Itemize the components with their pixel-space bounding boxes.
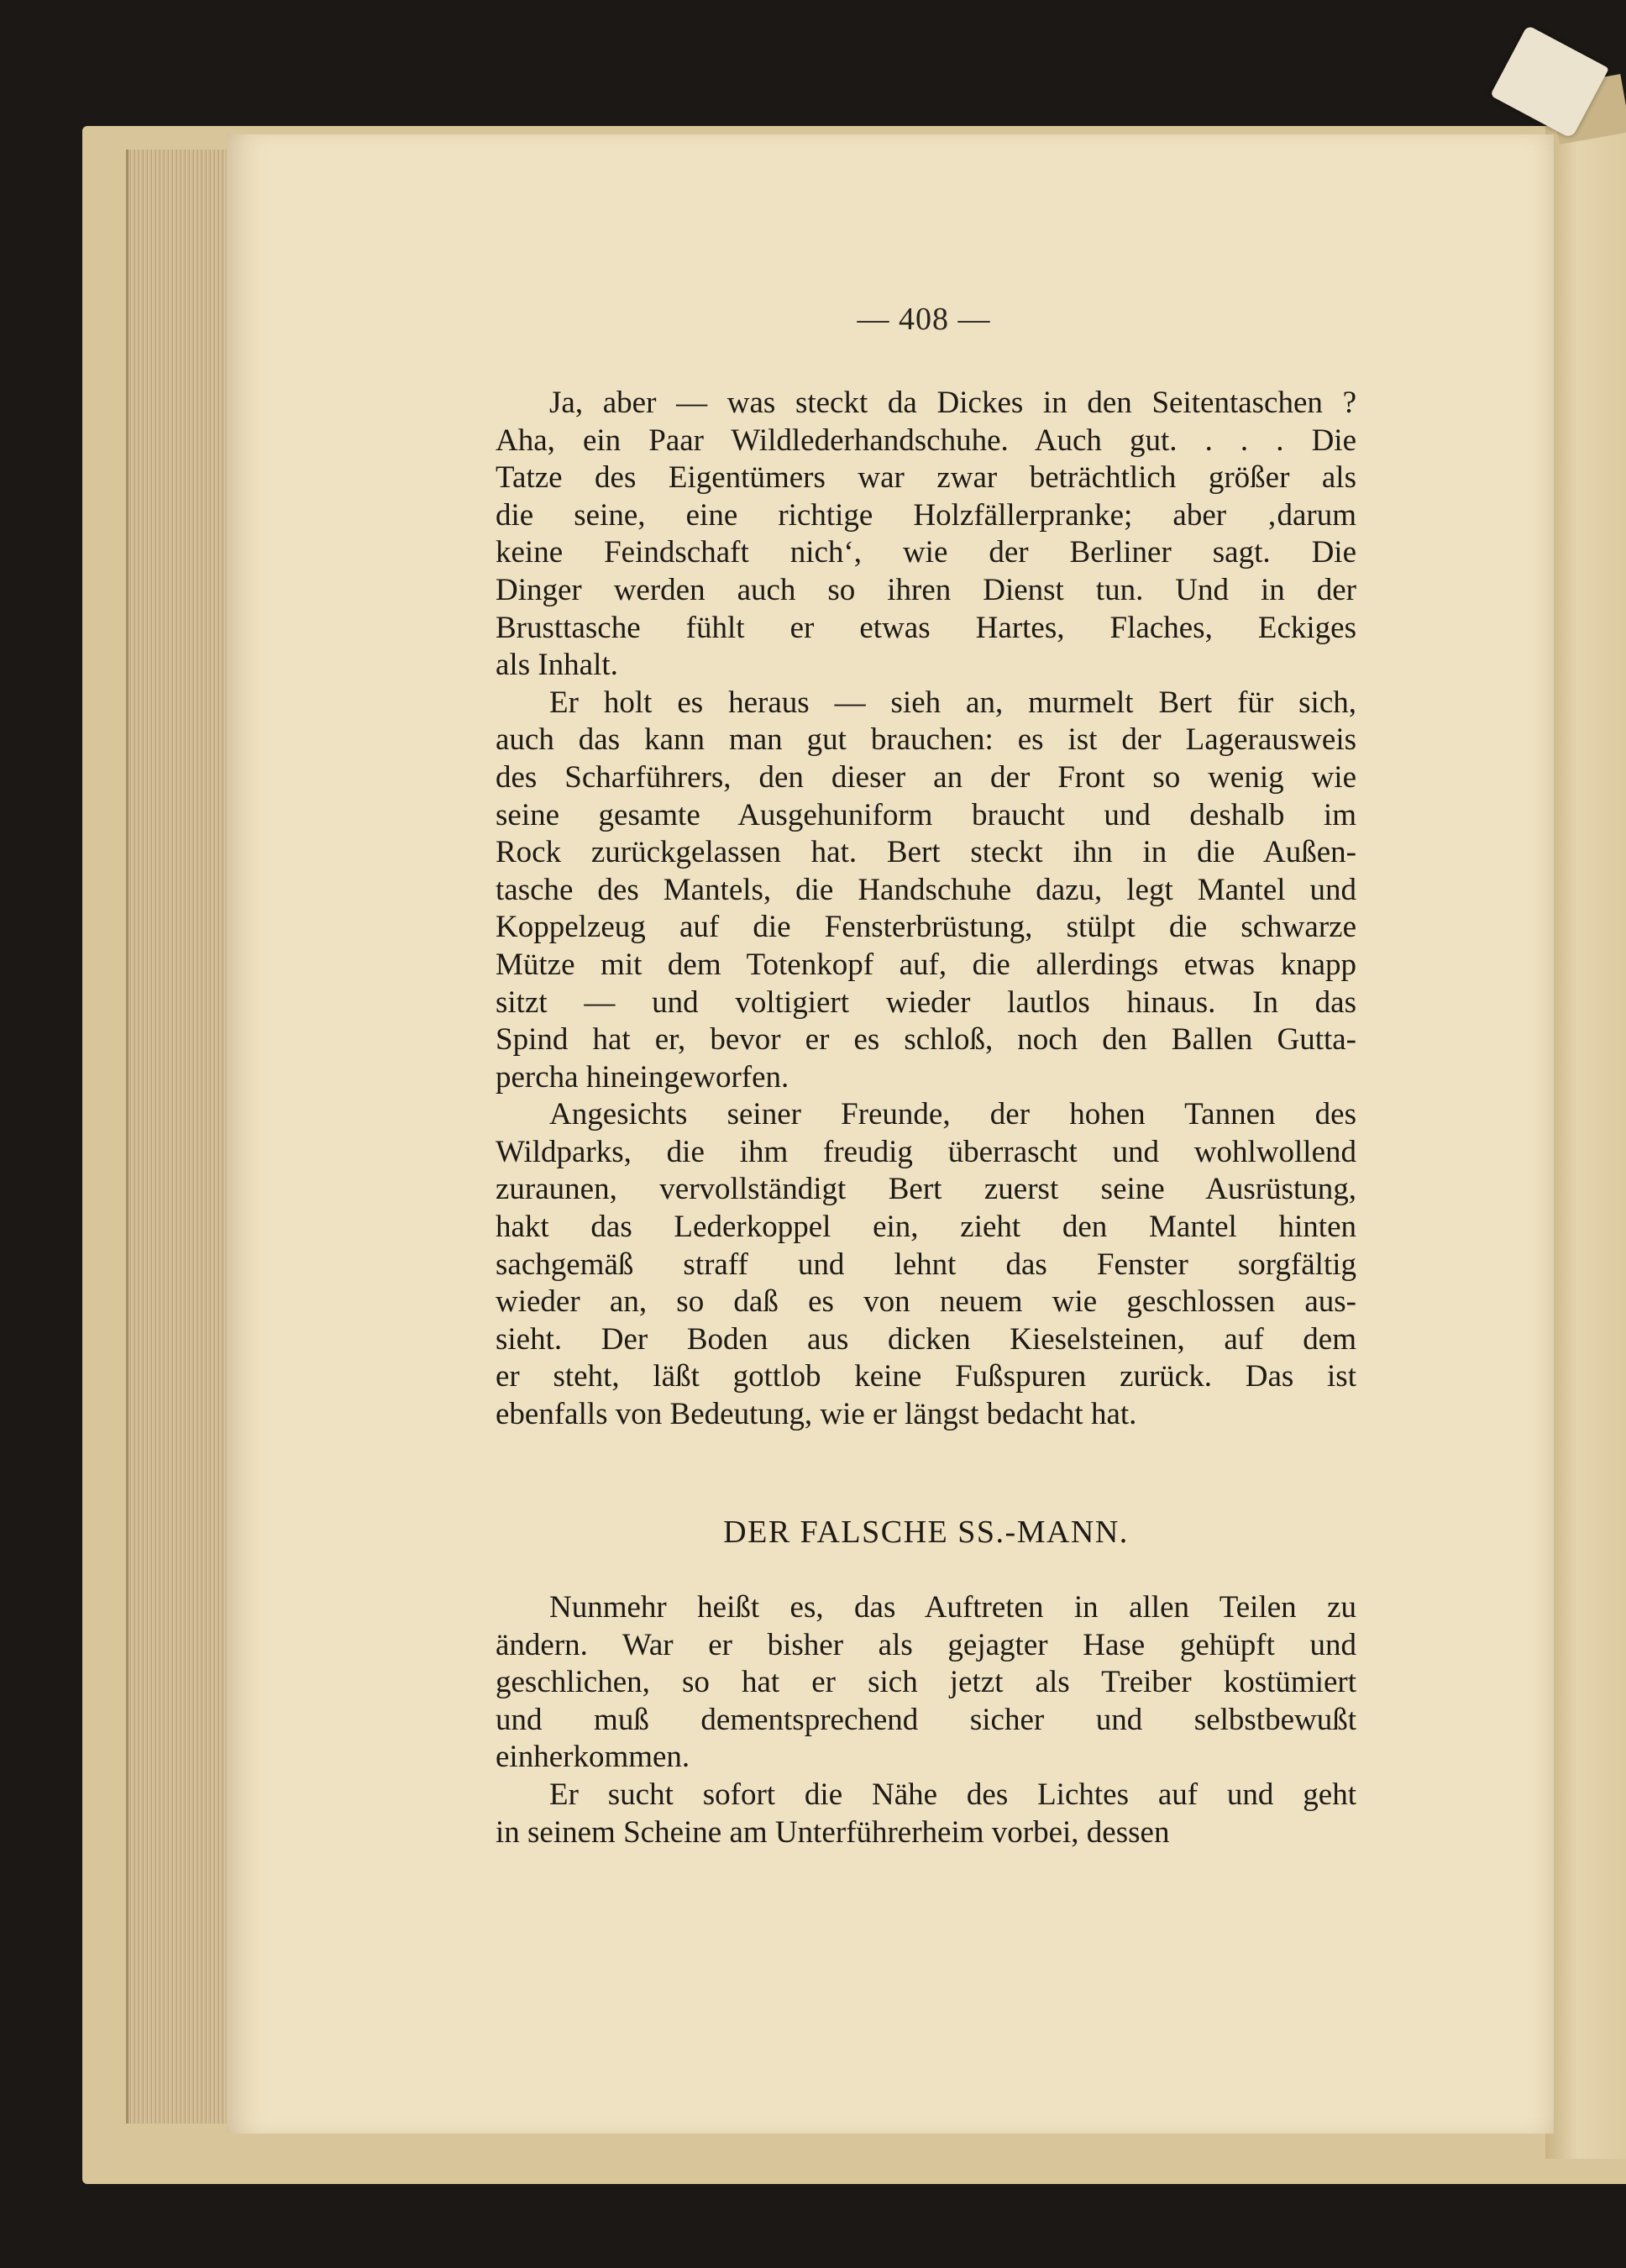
text-line: Ja, aber — was steckt da Dickes in den Seitentaschen ? [549,386,1356,420]
text-line: Aha, ein Paar Wildlederhandschuhe. Auch gut. . . . Die [496,423,1356,458]
text-line: Spind hat er, bevor er es schloß, noch den Ballen Gutta- [496,1022,1356,1058]
text-line: und muß dementsprechend sicher und selbstbewußt [496,1702,1356,1737]
text-line: Er holt es heraus — sieh an, murmelt Bert für sich, [549,685,1356,720]
paragraph [496,1589,1356,1777]
text-line: zuraunen, vervollständigt Bert zuerst seine Ausrüstung, [496,1172,1356,1207]
text-line: Rock zurückgelassen hat. Bert steckt ihn in die Außen- [496,835,1356,870]
text-line: Wildparks, die ihm freudig überrascht und wohlwollend [496,1134,1356,1169]
body-text-after-heading [496,1589,1356,1851]
body-text-before-heading [496,385,1356,1434]
text-line: seine gesamte Ausgehuniform braucht und deshalb im [496,797,1356,832]
text-line: tasche des Mantels, die Handschuhe dazu, legt Mantel und [496,872,1356,907]
text-line: wieder an, so daß es von neuem wie geschlossen aus- [496,1284,1356,1320]
text-line: Tatze des Eigentümers war zwar beträchtlich größer als [496,460,1356,496]
text-line: Mütze mit dem Totenkopf auf, die allerdings etwas knapp [496,947,1356,982]
text-line: sachgemäß straff und lehnt das Fenster sorgfältig [496,1247,1356,1282]
text-line: die seine, eine richtige Holzfällerpranke; aber ‚darum [496,497,1356,533]
text-line: hakt das Lederkoppel ein, zieht den Mantel hinten [496,1210,1356,1245]
text-line: er steht, läßt gottlob keine Fußspuren zurück. Das ist [496,1359,1356,1394]
text-line: Angesichts seiner Freunde, der hohen Tannen des [549,1097,1356,1132]
page-block-edges [126,150,236,2124]
text-line: Brusttasche fühlt er etwas Hartes, Flaches, Eckiges [496,610,1356,645]
text-line: einherkommen. [496,1740,690,1775]
text-line: in seinem Scheine am Unterführerheim vorbei, dessen [496,1814,1170,1850]
text-line: als Inhalt. [496,648,618,683]
text-line: Dinger werden auch so ihren Dienst tun. Und in der [496,572,1356,607]
text-line: sieht. Der Boden aus dicken Kieselsteinen, auf dem [496,1321,1356,1357]
text-line: percha hineingeworfen. [496,1059,789,1095]
text-line: keine Feindschaft nich‘, wie der Berliner sagt. Die [496,535,1356,570]
text-line: ändern. War er bisher als gejagter Hase gehüpft und [496,1627,1356,1662]
text-line: geschlichen, so hat er sich jetzt als Treiber kostümiert [496,1665,1356,1700]
text-line: Er sucht sofort die Nähe des Lichtes auf und geht [549,1777,1356,1812]
paragraph [496,1096,1356,1433]
text-line: Nunmehr heißt es, das Auftreten in allen Teilen zu [549,1590,1356,1625]
text-line: des Scharführers, den dieser an der Front so wenig wie [496,759,1356,795]
text-line: Koppelzeug auf die Fensterbrüstung, stülpt die schwarze [496,910,1356,945]
text-line: sitzt — und voltigiert wieder lautlos hinaus. In das [496,984,1356,1020]
paragraph [496,1777,1356,1851]
text-line: auch das kann man gut brauchen: es ist der Lagerausweis [496,722,1356,758]
page-number: — 408 — [857,302,991,337]
paragraph [496,385,1356,685]
next-page-edge [1545,126,1626,2159]
paragraph [496,685,1356,1097]
section-heading: DER FALSCHE SS.-MANN. [723,1515,1129,1550]
text-line: ebenfalls von Bedeutung, wie er längst bedacht hat. [496,1397,1137,1432]
